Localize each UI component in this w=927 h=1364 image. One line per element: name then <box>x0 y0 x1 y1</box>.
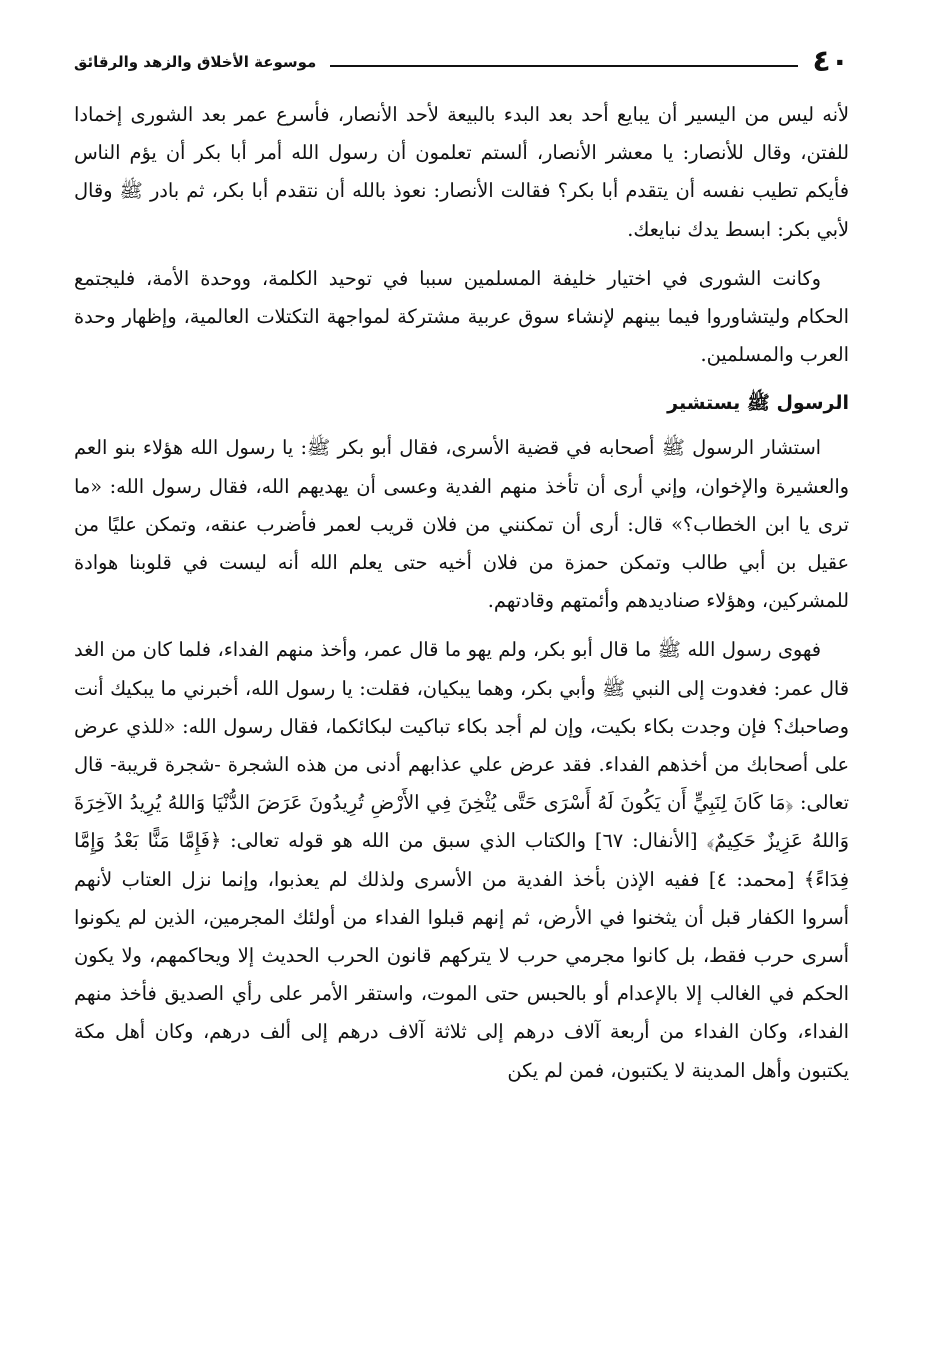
paragraph: استشار الرسول ﷺ أصحابه في قضية الأسرى، فقال أبو بكر ﷺ: يا رسول الله هؤلاء بنو العم والعشيرة والإخوان، وإني أرى أن تأخذ منهم الفدية وعسى أن يهديهم الله، فقال رسول الله: «ما ترى يا ابن الخطاب؟» قال: أرى أن تمكنني من فلان قريب لعمر فأضرب عنقه، وتمكن عليًا من عقيل بن أبي طالب وتمكن حمزة من فلان أخيه حتى يعلم الله أنه ليست في قلوبنا هوادة للمشركين، وهؤلاء صناديدهم وأئمتهم وقادتهم. <box>74 436 849 613</box>
running-title: موسوعة الأخلاق والزهد والرقائق <box>74 53 317 71</box>
paragraph: وكانت الشورى في اختيار خليفة المسلمين سببا في توحيد الكلمة، ووحدة الأمة، فليجتمع الحكام وليتشاوروا فيما بينهم لإنشاء سوق عربية مشتركة لمواجهة التكتلات العالمية، وإظهار وحدة العرب والمسلمين. <box>74 266 849 367</box>
page-number: ٤٠ <box>812 44 849 79</box>
paragraph: فهوى رسول الله ﷺ ما قال أبو بكر، ولم يهو ما قال عمر، وأخذ منهم الفداء، فلما كان من الغد قال عمر: فغدوت إلى النبي ﷺ وأبي بكر، وهما يبكيان، فقلت: يا رسول الله، أخبرني ما يبكيك أنت وصاحبك؟ فإن وجدت بكاء بكيت، وإن لم أجد بكاء تباكيت لبكائكما، فقال رسول الله: «للذي عرض على أصحابك من أخذهم الفداء. فقد عرض علي عذابهم أدنى من هذه الشجرة -شجرة قريبة- قال تعالى: ﴿مَا كَانَ لِنَبِيٍّ أَن يَكُونَ لَهُ أَسْرَى حَتَّى يُثْخِنَ فِي الأَرْضِ تُرِيدُونَ عَرَضَ الدُّنْيَا وَاللهُ يُرِيدُ الآخِرَةَ وَاللهُ عَزِيزٌ حَكِيمٌ﴾ [الأنفال: ٦٧] والكتاب الذي سبق من الله هو قوله تعالى: ﴿فَإِمَّا مَنًّا بَعْدُ وَإِمَّا فِدَاءً﴾ [محمد: ٤] ففيه الإذن بأخذ الفدية من الأسرى ولذلك لم يعذبوا، وإنما نزل العتاب لأنهم أسروا الكفار قبل أن يثخنوا في الأرض، ثم إنهم قبلوا الفداء من أولئك المجرمين، الذين لم يكونوا أسرى حرب فقط، بل كانوا مجرمي حرب لا يتركهم قانون الحرب الحديث إلا ويحاكمهم، ولا يكون الحكم في الغالب إلا بالإعدام أو بالحبس حتى الموت، واستقر الأمر على رأي الصديق فأخذ منهم الفداء، وكان الفداء من أربعة آلاف درهم إلى ثلاثة آلاف درهم إلى ألف درهم، وكان أهل مكة يكتبون وأهل المدينة لا يكتبون، فمن لم يكن <box>74 638 849 1082</box>
header-rule <box>330 65 798 67</box>
page-header <box>74 40 849 84</box>
body-text <box>74 96 849 1090</box>
paragraph: لأنه ليس من اليسير أن يبايع أحد بعد البدء بالبيعة لأحد الأنصار، فأسرع عمر بعد الشورى إخمادا للفتن، وقال للأنصار: يا معشر الأنصار، ألستم تعلمون أن رسول الله أمر أبا بكر أن يؤم الناس فأيكم تطيب نفسه أن يتقدم أبا بكر؟ فقالت الأنصار: نعوذ بالله أن نتقدم أبا بكر، ثم بادر ﷺ وقال لأبي بكر: ابسط يدك نبايعك. <box>74 103 849 241</box>
section-heading: الرسول ﷺ يستشير <box>667 392 849 415</box>
